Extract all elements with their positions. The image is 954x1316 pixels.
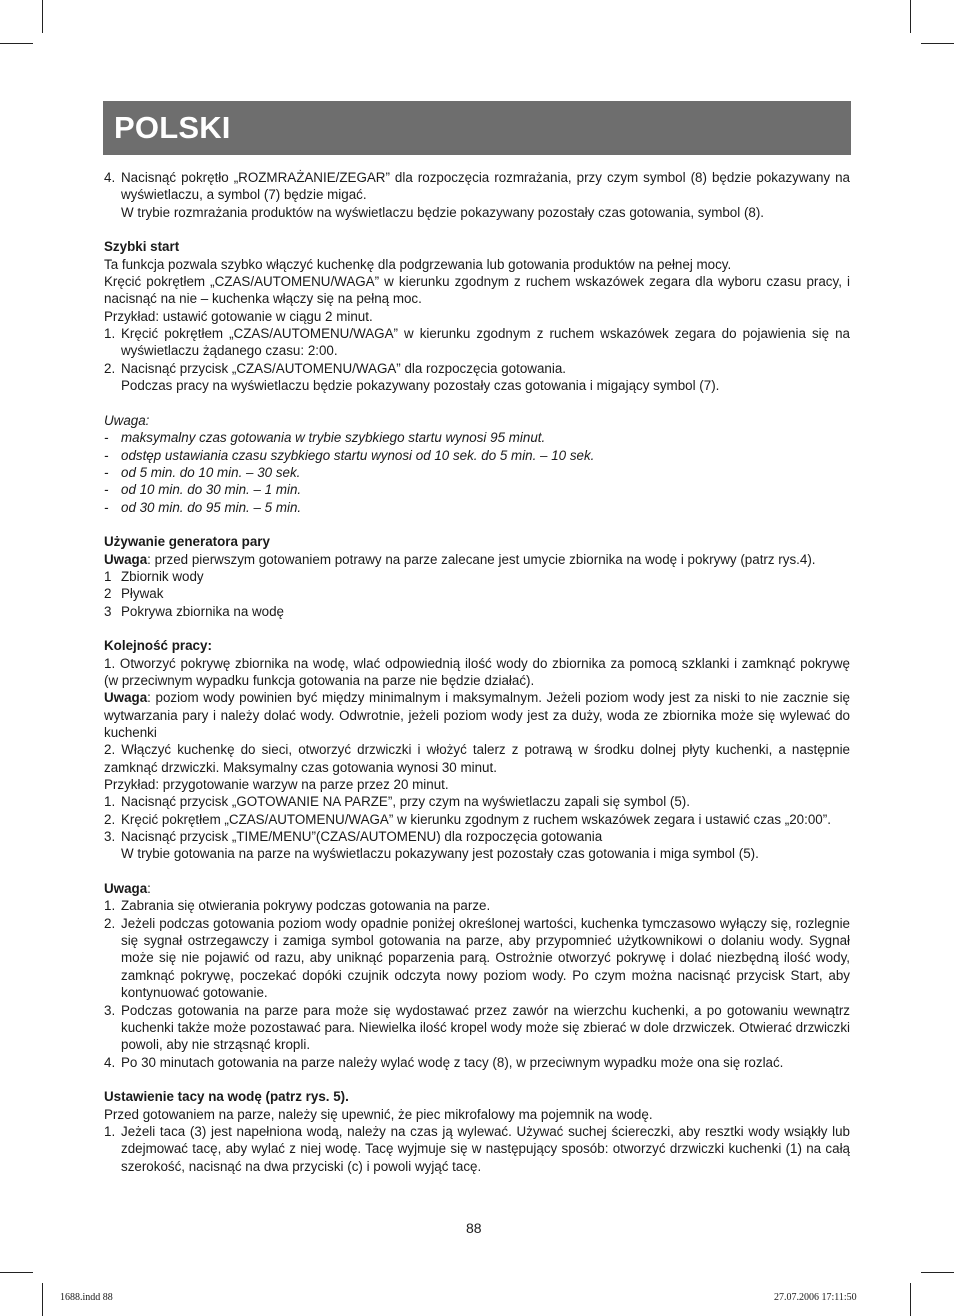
section-heading: Używanie generatora pary [104,534,270,550]
list-item: 1. Zabrania się otwierania pokrywy podczas gotowania na parze. [104,898,491,914]
list-item: 1. Kręcić pokrętłem „CZAS/AUTOMENU/WAGA” w kierunku zgodnym z ruchem wskazówek zegara do pojawienia się na wyświetlaczu żądanego czasu: 2:00. [104,326,850,359]
list-item: - od 10 min. do 30 min. – 1 min. [104,482,302,498]
paragraph: Uwaga: poziom wody powinien być między minimalnym i maksymalnym. Jeżeli poziom wody jest za niski to nie zacznie się wytwarzania pary i należy dolać wody. Odwrotnie, jeżeli poziom wody jest za duży, woda ze zbiornika może się wylewać do kuchenki [104,690,850,740]
list-item: - od 5 min. do 10 min. – 30 sek. [104,464,301,480]
page-title: POLSKI [114,110,231,145]
paragraph: Podczas pracy na wyświetlaczu będzie pokazywany pozostały czas gotowania i migający symbol (7). [121,378,720,394]
list-item: 3. Nacisnąć przycisk „TIME/MENU”(CZAS/AUTOMENU) dla rozpoczęcia gotowania [104,829,603,845]
paragraph: 1. Otworzyć pokrywę zbiornika na wodę, wlać odpowiednią ilość wody do zbiornika za pomocą szklanki i zamknąć pokrywę (w przeciwnym wypadku funkcja gotowania na parze nie będzie działać). [104,655,850,688]
section-heading: Ustawienie tacy na wodę (patrz rys. 5). [104,1089,349,1105]
list-item: 3 Pokrywa zbiornika na wodę [104,603,285,619]
list-item: - od 30 min. do 95 min. – 5 min. [104,499,302,515]
list-item: 1 Zbiornik wody [104,568,204,584]
crop-mark-br-v [910,1283,911,1316]
footer-file-info: 1688.indd 88 [60,1292,113,1303]
paragraph: W trybie gotowania na parze na wyświetlaczu pokazywany jest pozostały czas gotowania i miga symbol (5). [121,846,759,862]
list-item: 4. Po 30 minutach gotowania na parze należy wylać wodę z tacy (8), w przeciwnym wypadku może ona się rozlać. [104,1054,784,1070]
crop-mark-bl-h [0,1272,33,1273]
list-item: 2. Kręcić pokrętłem „CZAS/AUTOMENU/WAGA” w kierunku zgodnym z ruchem wskazówek zegara i ustawić czas „20:00”. [104,811,831,827]
list-item: 2 Pływak [104,586,164,602]
list-item: 2. Jeżeli podczas gotowania poziom wody opadnie poniżej określonej wartości, kuchenka tymczasowo wyłączy się, rozlegnie się sygnał ostrzegawczy i zamiga symbol gotowania na parze, aby przypomnieć użytkownikowi o dolaniu wody. Sygnał może się nie pojawić od razu, aby uniknąć poparzenia parą. Ostrożnie otworzyć pokrywę i dolać niezbędną ilość wody, zamknąć pokrywę, poczekać dopóki czujnik odczyta nowy poziom wody. Po czym można nacisnąć przycisk Start, aby kontynuować gotowanie. [104,915,850,1001]
paragraph: Kręcić pokrętłem „CZAS/AUTOMENU/WAGA” w kierunku zgodnym z ruchem wskazówek zegara dla wyboru czasu pracy, i nacisnąć na nie – kuchenka włączy się na pełną moc. [104,274,850,307]
list-item: 1. Jeżeli taca (3) jest napełniona wodą, należy na czas ją wylewać. Używać suchej ściereczki, aby resztki wody wsiąkły lub zdejmować tacę, aby wylać z niej wodę. Tacę wyjmuje się w następujący sposób: otworzyć drzwiczki kuchenki (1) na całą szerokość, nacisnąć na dwa przyciski (c) i powoli wyjąć tacę. [104,1123,850,1174]
crop-mark-tr-h [921,43,954,44]
section-heading: Kolejność pracy: [104,638,212,654]
list-item: - odstęp ustawiania czasu szybkiego startu wynosi od 10 sek. do 5 min. – 10 sek. [104,447,595,463]
list-item: 3. Podczas gotowania na parze para może się wydostawać przez zawór na wierzchu kuchenki, a po gotowaniu wewnątrz kuchenki także może pozostawać para. Niewielka ilość kropel wody może się zbierać w dole drzwiczek. Otwierać drzwiczki powoli, aby nie strząsnąć kropli. [104,1002,850,1053]
paragraph: Przykład: ustawić gotowanie w ciągu 2 minut. [104,308,373,324]
crop-mark-tr-v [910,0,911,33]
crop-mark-br-h [921,1272,954,1273]
paragraph: Uwaga: przed pierwszym gotowaniem potrawy na parze zalecane jest umycie zbiornika na wodę i pokrywy (patrz rys.4). [104,551,816,567]
paragraph: Przykład: przygotowanie warzyw na parze przez 20 minut. [104,777,449,793]
crop-mark-tl-h [0,43,33,44]
list-item: 2. Nacisnąć przycisk „CZAS/AUTOMENU/WAGA” dla rozpoczęcia gotowania. [104,360,566,376]
section-header [103,101,851,155]
paragraph: W trybie rozmrażania produktów na wyświetlaczu będzie pokazywany pozostały czas gotowania, symbol (8). [121,204,765,220]
section-heading: Szybki start [104,239,180,255]
list-item: - maksymalny czas gotowania w trybie szybkiego startu wynosi 95 minut. [104,430,546,446]
crop-mark-tl-v [42,0,43,33]
paragraph: 2. Włączyć kuchenkę do sieci, otworzyć drzwiczki i włożyć talerz z potrawą w środku dolnej płyty kuchenki, a następnie zamknąć drzwiczki. Maksymalny czas gotowania wynosi 30 minut. [104,742,850,775]
paragraph: Ta funkcja pozwala szybko włączyć kuchenkę dla podgrzewania lub gotowania produktów na pełnej mocy. [104,256,732,272]
footer-timestamp: 27.07.2006 17:11:50 [774,1292,857,1303]
document-body [104,169,850,1175]
list-item: 4. Nacisnąć pokrętło „ROZMRAŻANIE/ZEGAR” dla rozpoczęcia rozmrażania, przy czym symbol (8) będzie pokazywany na wyświetlaczu, a symbol (7) będzie migać. [104,170,850,203]
paragraph: Przed gotowaniem na parze, należy się upewnić, że piec mikrofalowy ma pojemnik na wodę. [104,1106,653,1122]
note-heading: Uwaga: [104,412,150,428]
list-item: 1. Nacisnąć przycisk „GOTOWANIE NA PARZE”, przy czym na wyświetlaczu zapali się symbol (5). [104,794,690,810]
page-number: 88 [466,1220,482,1236]
crop-mark-bl-v [42,1283,43,1316]
note-heading: Uwaga: [104,881,151,897]
